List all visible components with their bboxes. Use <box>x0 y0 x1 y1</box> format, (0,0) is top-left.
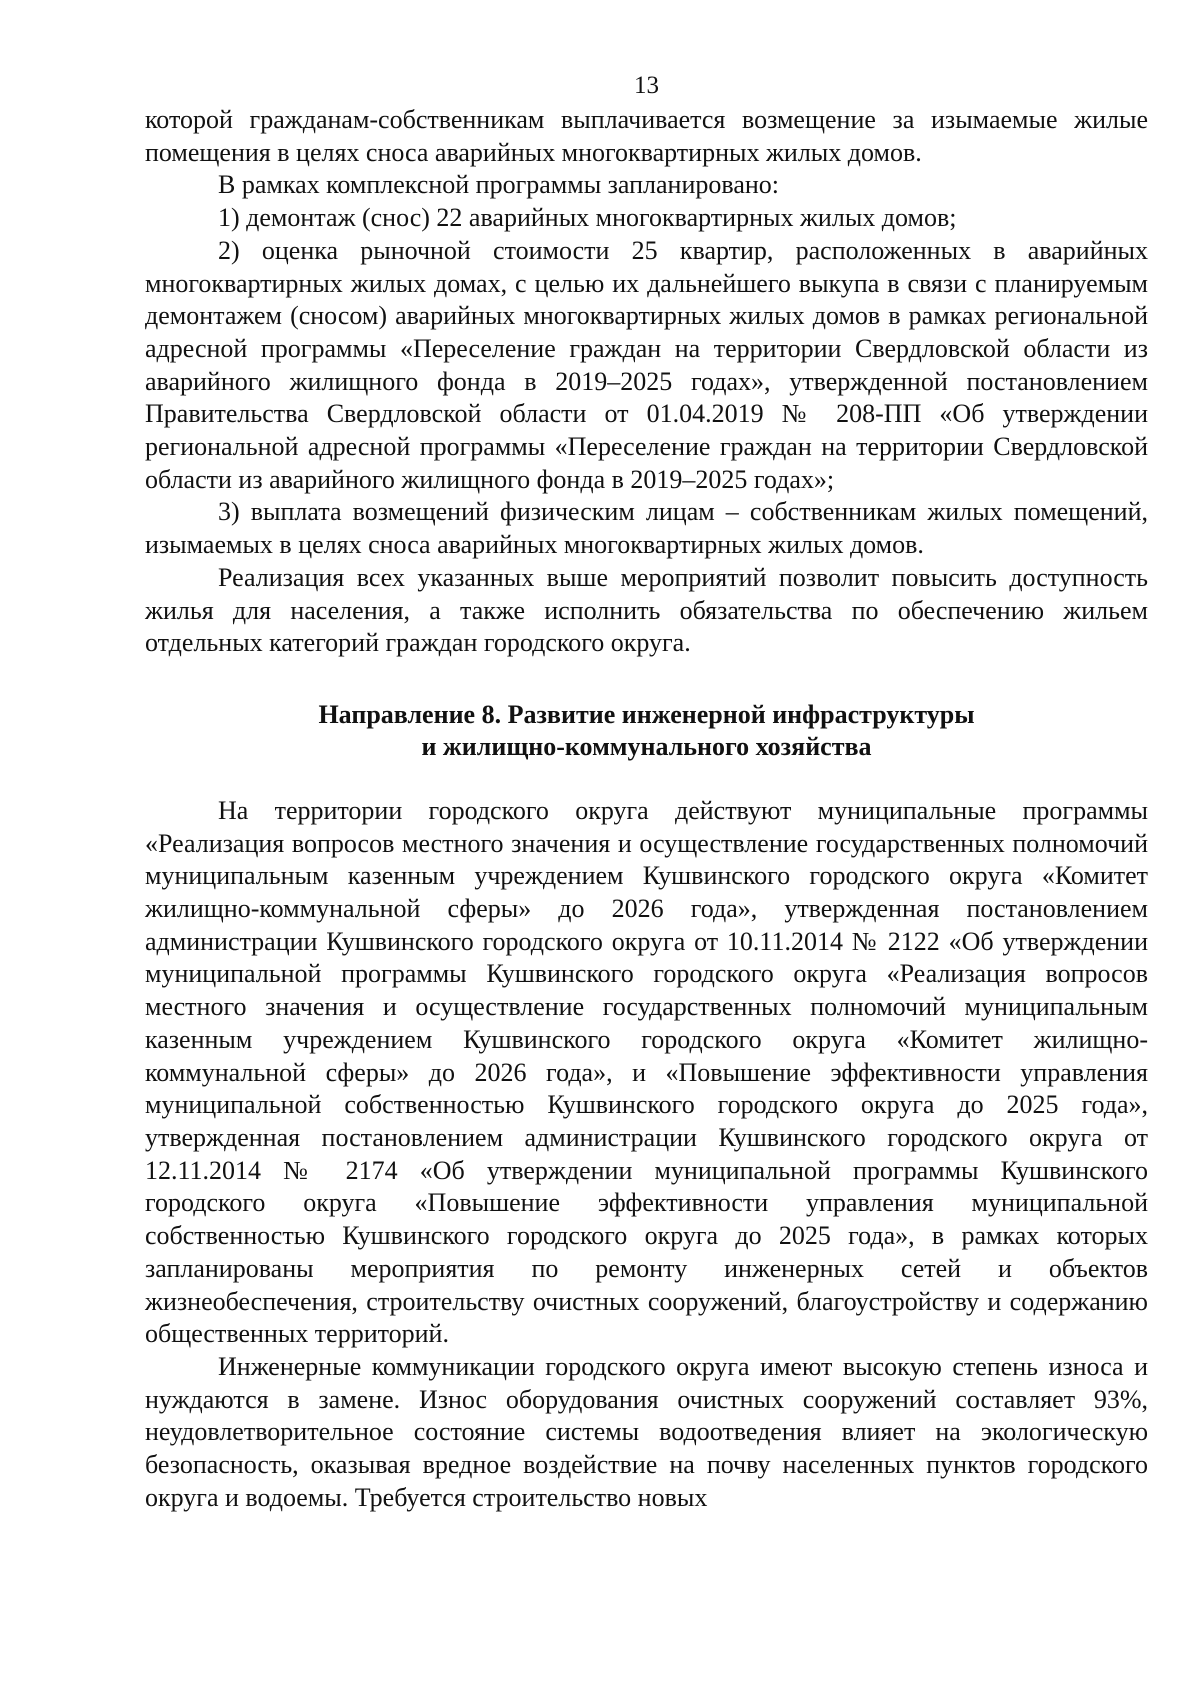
paragraph-engineering-communications: Инженерные коммуникации городского округа имеют высокую степень износа и нуждаются в замене. Износ оборудования очистных сооружений составляет 93%, неудовлетворительное состояние системы водоотведения влияет на экологическую безопасность, оказывая вредное воздействие на почву населенных пунктов городского округа и водоемы. Требуется строительство новых <box>145 1351 1148 1512</box>
list-item-compensation: 3) выплата возмещений физическим лицам – собственникам жилых помещений, изымаемых в целях сноса аварийных многоквартирных жилых домов. <box>145 497 1148 560</box>
paragraph-municipal-programs: На территории городского округа действуют муниципальные программы «Реализация вопросов местного значения и осуществление государственных полномочий муниципальным казенным учреждением Кушвинского городского округа «Комитет жилищно-коммунальной сферы» до 2026 года», утвержденная постановлением администрации Кушвинского городского округа от 10.11.2014 № 2122 «Об утверждении муниципальной программы Кушвинского городского округа «Реализация вопросов местного значения и осуществление государственных полномочий муниципальным казенным учреждением Кушвинского городского округа «Комитет жилищно-коммунальной сферы» до 2026 года», и «Повышение эффективности управления муниципальной собственностью Кушвинского городского округа до 2025 года», утвержденная постановлением администрации Кушвинского городского округа от 12.11.2014 № 2174 «Об утверждении муниципальной программы Кушвинского городского округа «Повышение эффективности управления муниципальной собственностью Кушвинского городского округа до 2025 года», в рамках которых запланированы мероприятия по ремонту инженерных сетей и объектов жизнеобеспечения, строительству очистных сооружений, благоустройству и содержанию общественных территорий. <box>145 795 1148 1349</box>
list-item-valuation: 2) оценка рыночной стоимости 25 квартир, расположенных в аварийных многоквартирных жилых домах, с целью их дальнейшего выкупа в связи с планируемым демонтажем (сносом) аварийных многоквартирных жилых домов в рамках региональной адресной программы «Переселение граждан на территории Свердловской области из аварийного жилищного фонда в 2019–2025 годах», утвержденной постановлением Правительства Свердловской области от 01.04.2019 № 208-ПП «Об утверждении региональной адресной программы «Переселение граждан на территории Свердловской области из аварийного жилищного фонда в 2019–2025 годах»; <box>145 235 1148 494</box>
section-heading <box>145 699 1148 763</box>
document-page <box>145 70 1148 1514</box>
section-heading-line-2: и жилищно-коммунального хозяйства <box>421 731 872 761</box>
paragraph-continuation: которой гражданам-собственникам выплачивается возмещение за изымаемые жилые помещения в целях сноса аварийных многоквартирных жилых домов. <box>145 105 1148 167</box>
list-item-demolition: 1) демонтаж (снос) 22 аварийных многоквартирных жилых домов; <box>218 203 957 233</box>
paragraph-implementation: Реализация всех указанных выше мероприятий позволит повысить доступность жилья для населения, а также исполнить обязательства по обеспечению жильем отдельных категорий граждан городского округа. <box>145 562 1148 658</box>
paragraph-program-planned: В рамках комплексной программы запланировано: <box>218 170 779 200</box>
page-number: 13 <box>634 72 659 99</box>
section-heading-line-1: Направление 8. Развитие инженерной инфраструктуры <box>318 699 975 729</box>
